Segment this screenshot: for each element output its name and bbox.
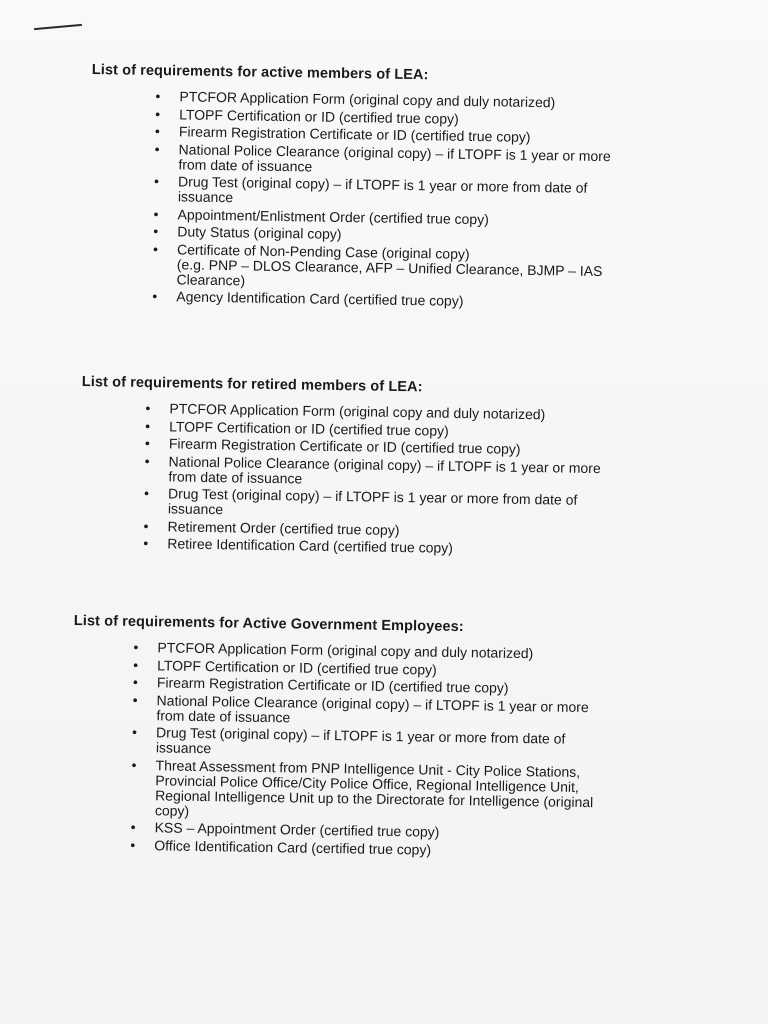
list-item xyxy=(152,241,659,294)
list-item-text: LTOPF Certification or ID (certified true copy) xyxy=(169,417,449,439)
bullet-icon: • xyxy=(143,517,149,534)
bullet-icon: • xyxy=(143,534,149,552)
section-retired-lea xyxy=(79,374,652,561)
bullet-icon: • xyxy=(132,673,138,691)
list-item-text: LTOPF Certification or ID (certified true copy) xyxy=(157,656,437,678)
bullet-icon: • xyxy=(144,434,150,452)
section-active-lea xyxy=(88,62,662,314)
bullet-icon: • xyxy=(133,638,139,656)
list-item-text: Duty Status (original copy) xyxy=(177,223,342,242)
section-title: List of requirements for Active Government Employees: xyxy=(73,613,464,636)
bullet-icon: • xyxy=(155,105,161,122)
list-item-text: PTCFOR Application Form (original copy and duly notarized) xyxy=(179,88,556,111)
list-item-text: Drug Test (original copy) – if LTOPF is 1 year or more from date of issuance xyxy=(167,485,578,518)
pen-mark xyxy=(34,24,82,30)
bullet-icon: • xyxy=(154,140,160,157)
list-item-text: LTOPF Certification or ID (certified true copy) xyxy=(179,105,459,127)
requirements-list xyxy=(130,640,653,861)
bullet-icon: • xyxy=(131,756,137,773)
bullet-icon: • xyxy=(154,122,160,140)
list-item-text: Agency Identification Card (certified true copy) xyxy=(176,288,464,309)
bullet-icon: • xyxy=(155,88,161,105)
list-item-text: Office Identification Card (certified true copy) xyxy=(154,836,432,858)
section-title: List of requirements for retired members of LEA: xyxy=(81,374,423,396)
requirements-list xyxy=(152,89,661,312)
list-item-text: Certificate of Non-Pending Case (original copy) (e.g. PNP – DLOS Clearance, AFP – Unified Clearance, BJMP – IAS Clearance) xyxy=(176,240,603,288)
list-item-text: Retiree Identification Card (certified true copy) xyxy=(167,535,454,556)
requirements-list xyxy=(143,401,651,559)
bullet-icon: • xyxy=(133,656,139,673)
list-item-text: Firearm Registration Certificate or ID (certified true copy) xyxy=(168,435,521,457)
list-item-text: Firearm Registration Certificate or ID (certified true copy) xyxy=(178,123,531,145)
bullet-icon: • xyxy=(145,400,151,417)
bullet-icon: • xyxy=(130,818,136,835)
bullet-icon: • xyxy=(152,287,158,305)
bullet-icon: • xyxy=(153,205,159,222)
bullet-icon: • xyxy=(132,723,138,741)
list-item-text: Drug Test (original copy) – if LTOPF is 1 year or more from date of issuance xyxy=(177,173,588,206)
list-item xyxy=(131,757,652,825)
bullet-icon: • xyxy=(130,836,136,853)
bullet-icon: • xyxy=(144,452,150,469)
bullet-icon: • xyxy=(145,417,151,434)
bullet-icon: • xyxy=(132,691,138,708)
list-item-text: Retirement Order (certified true copy) xyxy=(167,517,400,538)
list-item-text: PTCFOR Application Form (original copy and duly notarized) xyxy=(169,400,546,423)
section-title: List of requirements for active members of LEA: xyxy=(91,62,429,84)
list-item-text: National Police Clearance (original copy) – if LTOPF is 1 year or more from date of issuance xyxy=(178,140,611,174)
bullet-icon: • xyxy=(144,484,150,502)
list-item-text: PTCFOR Application Form (original copy and duly notarized) xyxy=(157,639,534,662)
list-item-text: Firearm Registration Certificate or ID (certified true copy) xyxy=(156,674,509,696)
list-item-text: National Police Clearance (original copy) – if LTOPF is 1 year or more from date of issuance xyxy=(168,452,601,486)
list-item-text: Appointment/Enlistment Order (certified true copy) xyxy=(177,205,489,227)
list-item-text: Drug Test (original copy) – if LTOPF is 1 year or more from date of issuance xyxy=(155,724,566,757)
section-government-employees xyxy=(70,613,654,863)
list-item-text: Threat Assessment from PNP Intelligence Unit - City Police Stations, Provincial Police Office/City Police Office, Regional Intelligence Unit, Regional Intelligence Unit up to the Directorate for Intelligence (original copy) xyxy=(154,756,594,819)
list-item-text: National Police Clearance (original copy) – if LTOPF is 1 year or more from date of issuance xyxy=(156,691,589,725)
bullet-icon: • xyxy=(153,222,159,240)
list-item-text: KSS – Appointment Order (certified true copy) xyxy=(154,819,440,840)
bullet-icon: • xyxy=(154,172,160,190)
bullet-icon: • xyxy=(152,240,159,257)
